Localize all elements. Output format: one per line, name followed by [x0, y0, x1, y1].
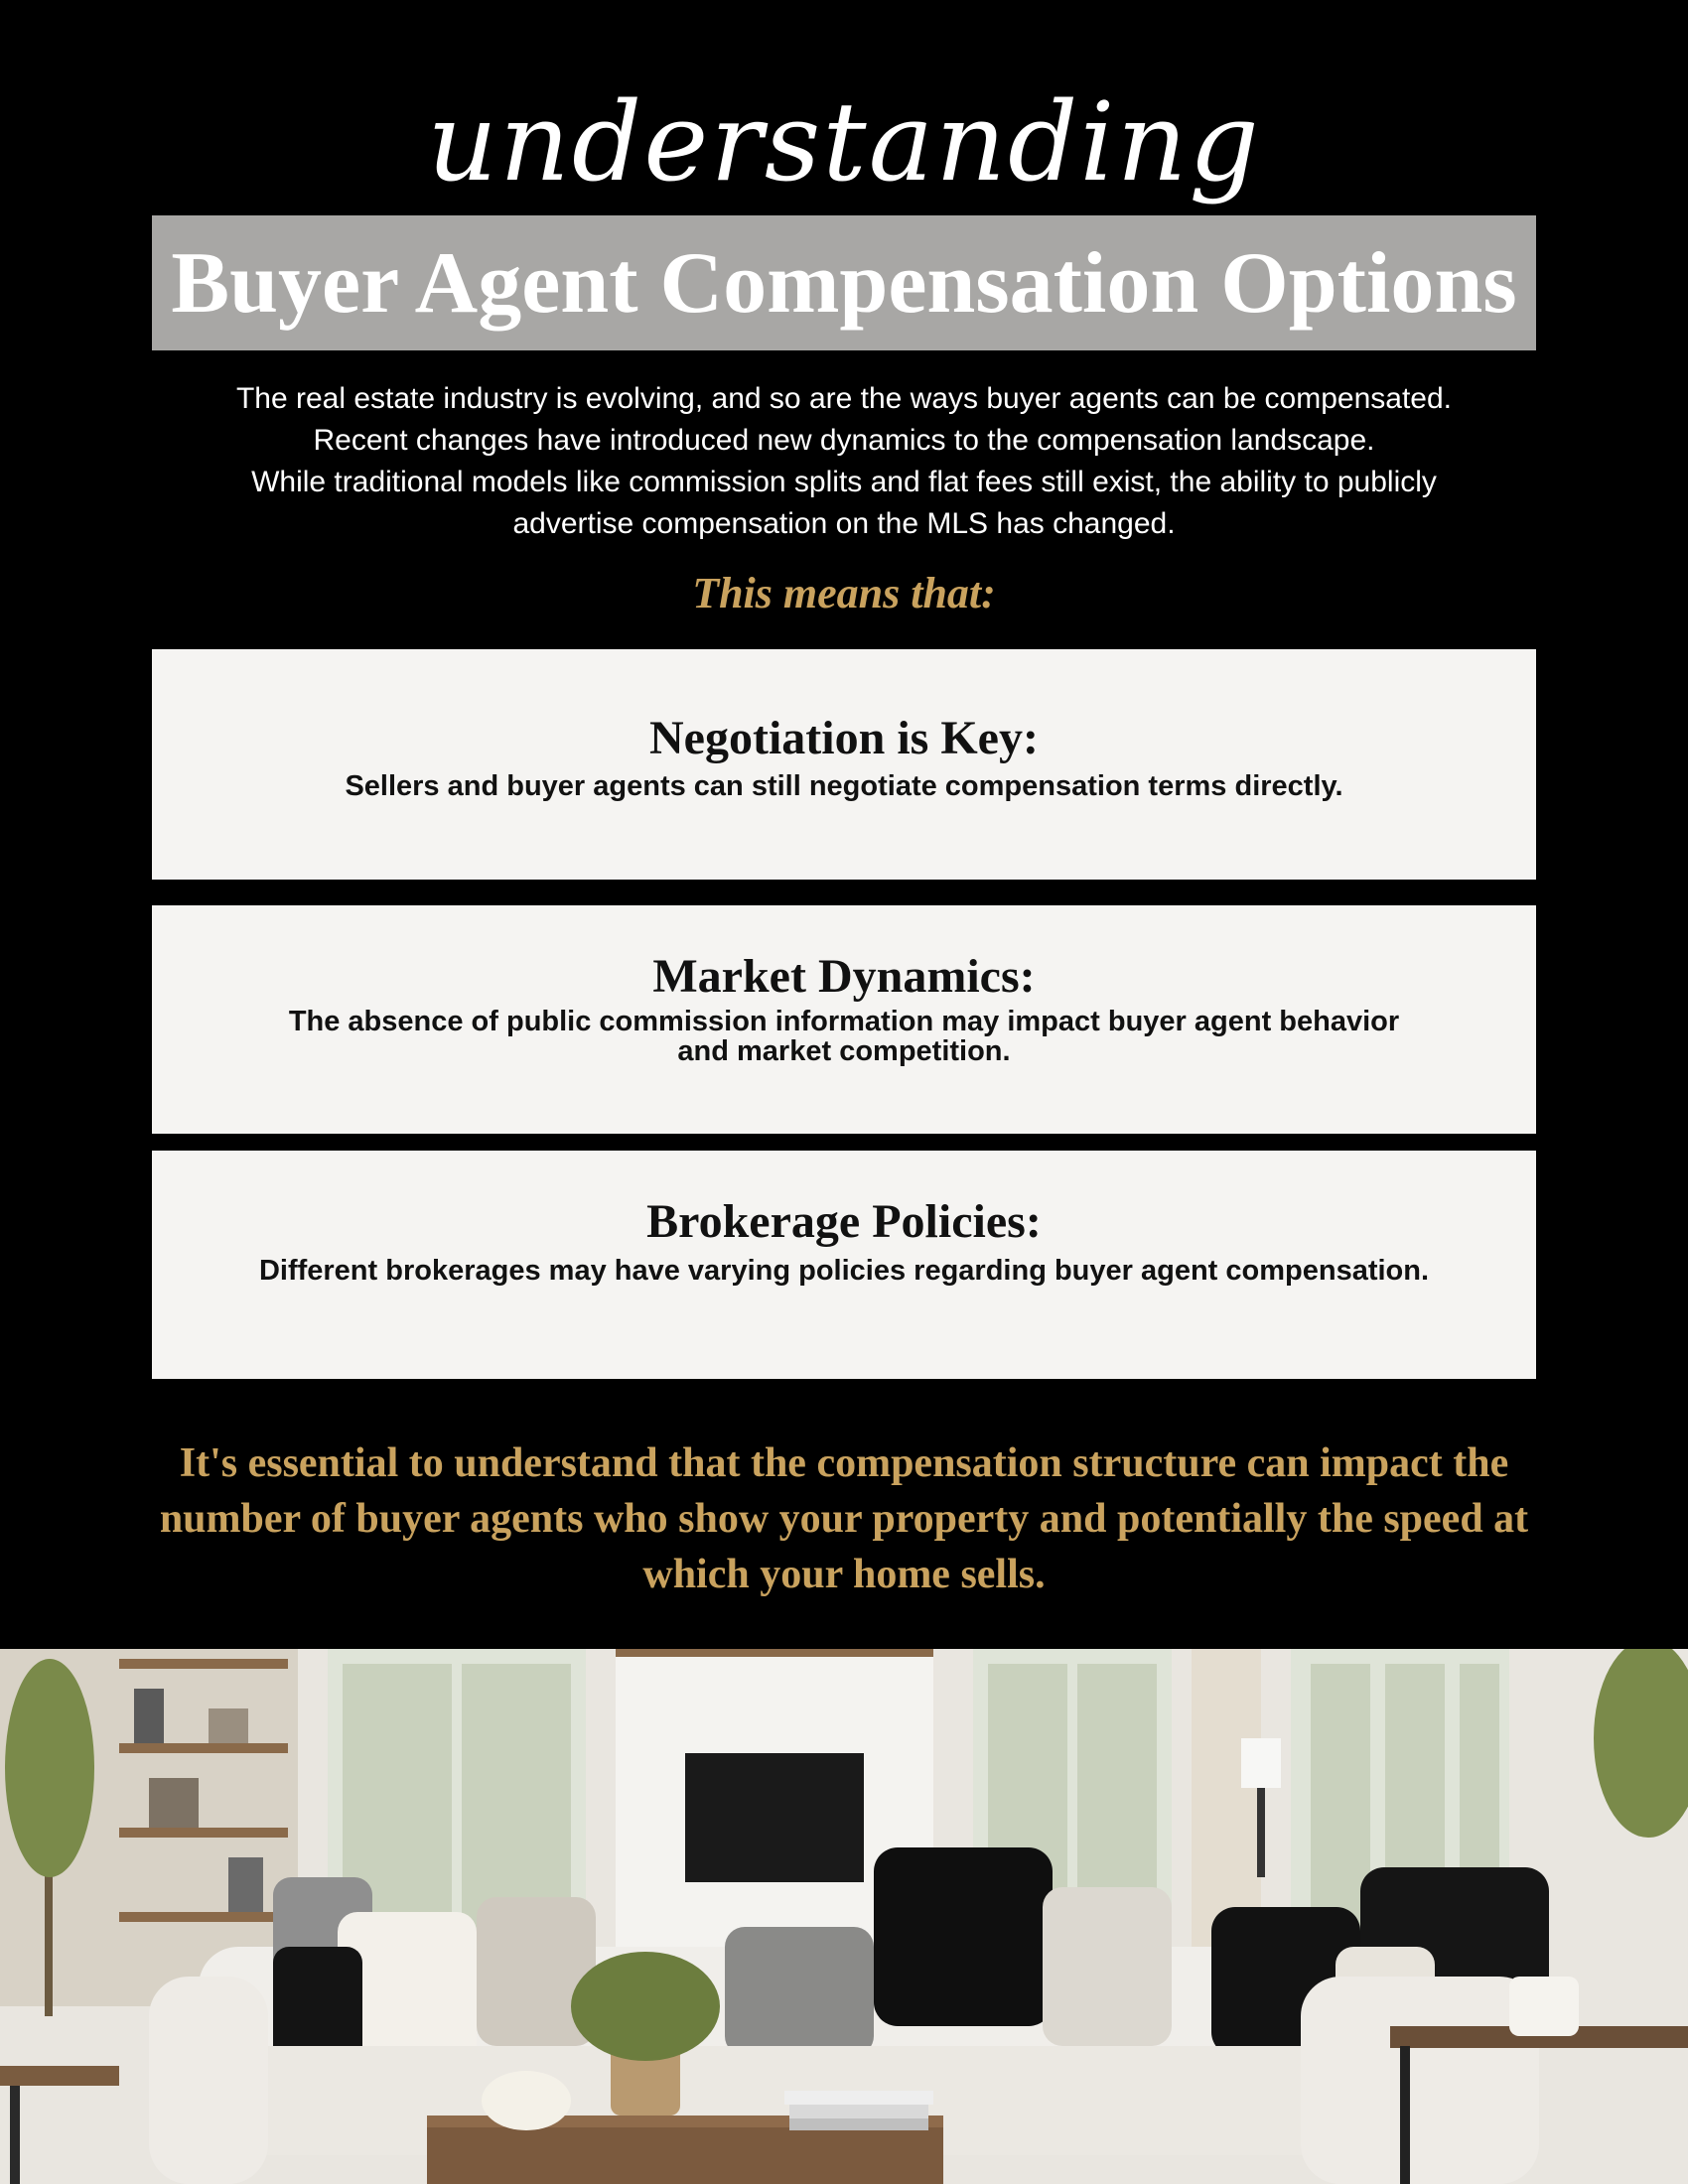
card-title: Negotiation is Key:: [649, 712, 1039, 764]
card-negotiation: [152, 649, 1536, 880]
card-title: Brokerage Policies:: [646, 1195, 1042, 1248]
card-title: Market Dynamics:: [652, 950, 1036, 1003]
card-market-dynamics: [152, 905, 1536, 1134]
script-heading-understanding: understanding: [427, 78, 1261, 205]
intro-line: The real estate industry is evolving, and so are the ways buyer agents can be compensated.: [235, 382, 1453, 415]
card-text: The absence of public commission information may impact buyer agent behavior and market competition.: [288, 1006, 1400, 1067]
card-brokerage-policies: [152, 1151, 1536, 1379]
closing-statement: It's essential to understand that the compensation structure can impact the number of buyer agents who show your property and potentially the speed at which your home sells.: [159, 1440, 1529, 1597]
means-heading: This means that:: [692, 569, 996, 617]
card-text: Different brokerages may have varying policies regarding buyer agent compensation.: [258, 1255, 1430, 1287]
living-room-photo: [0, 1649, 1688, 2184]
intro-line: Recent changes have introduced new dynamics to the compensation landscape.: [313, 424, 1375, 457]
card-text: Sellers and buyer agents can still negotiate compensation terms directly.: [345, 770, 1343, 802]
intro-line: advertise compensation on the MLS has changed.: [512, 507, 1176, 540]
intro-paragraph: [149, 378, 1539, 545]
intro-line: While traditional models like commission splits and flat fees still exist, the ability to publicly: [251, 466, 1437, 498]
page-title: Buyer Agent Compensation Options: [171, 235, 1517, 332]
